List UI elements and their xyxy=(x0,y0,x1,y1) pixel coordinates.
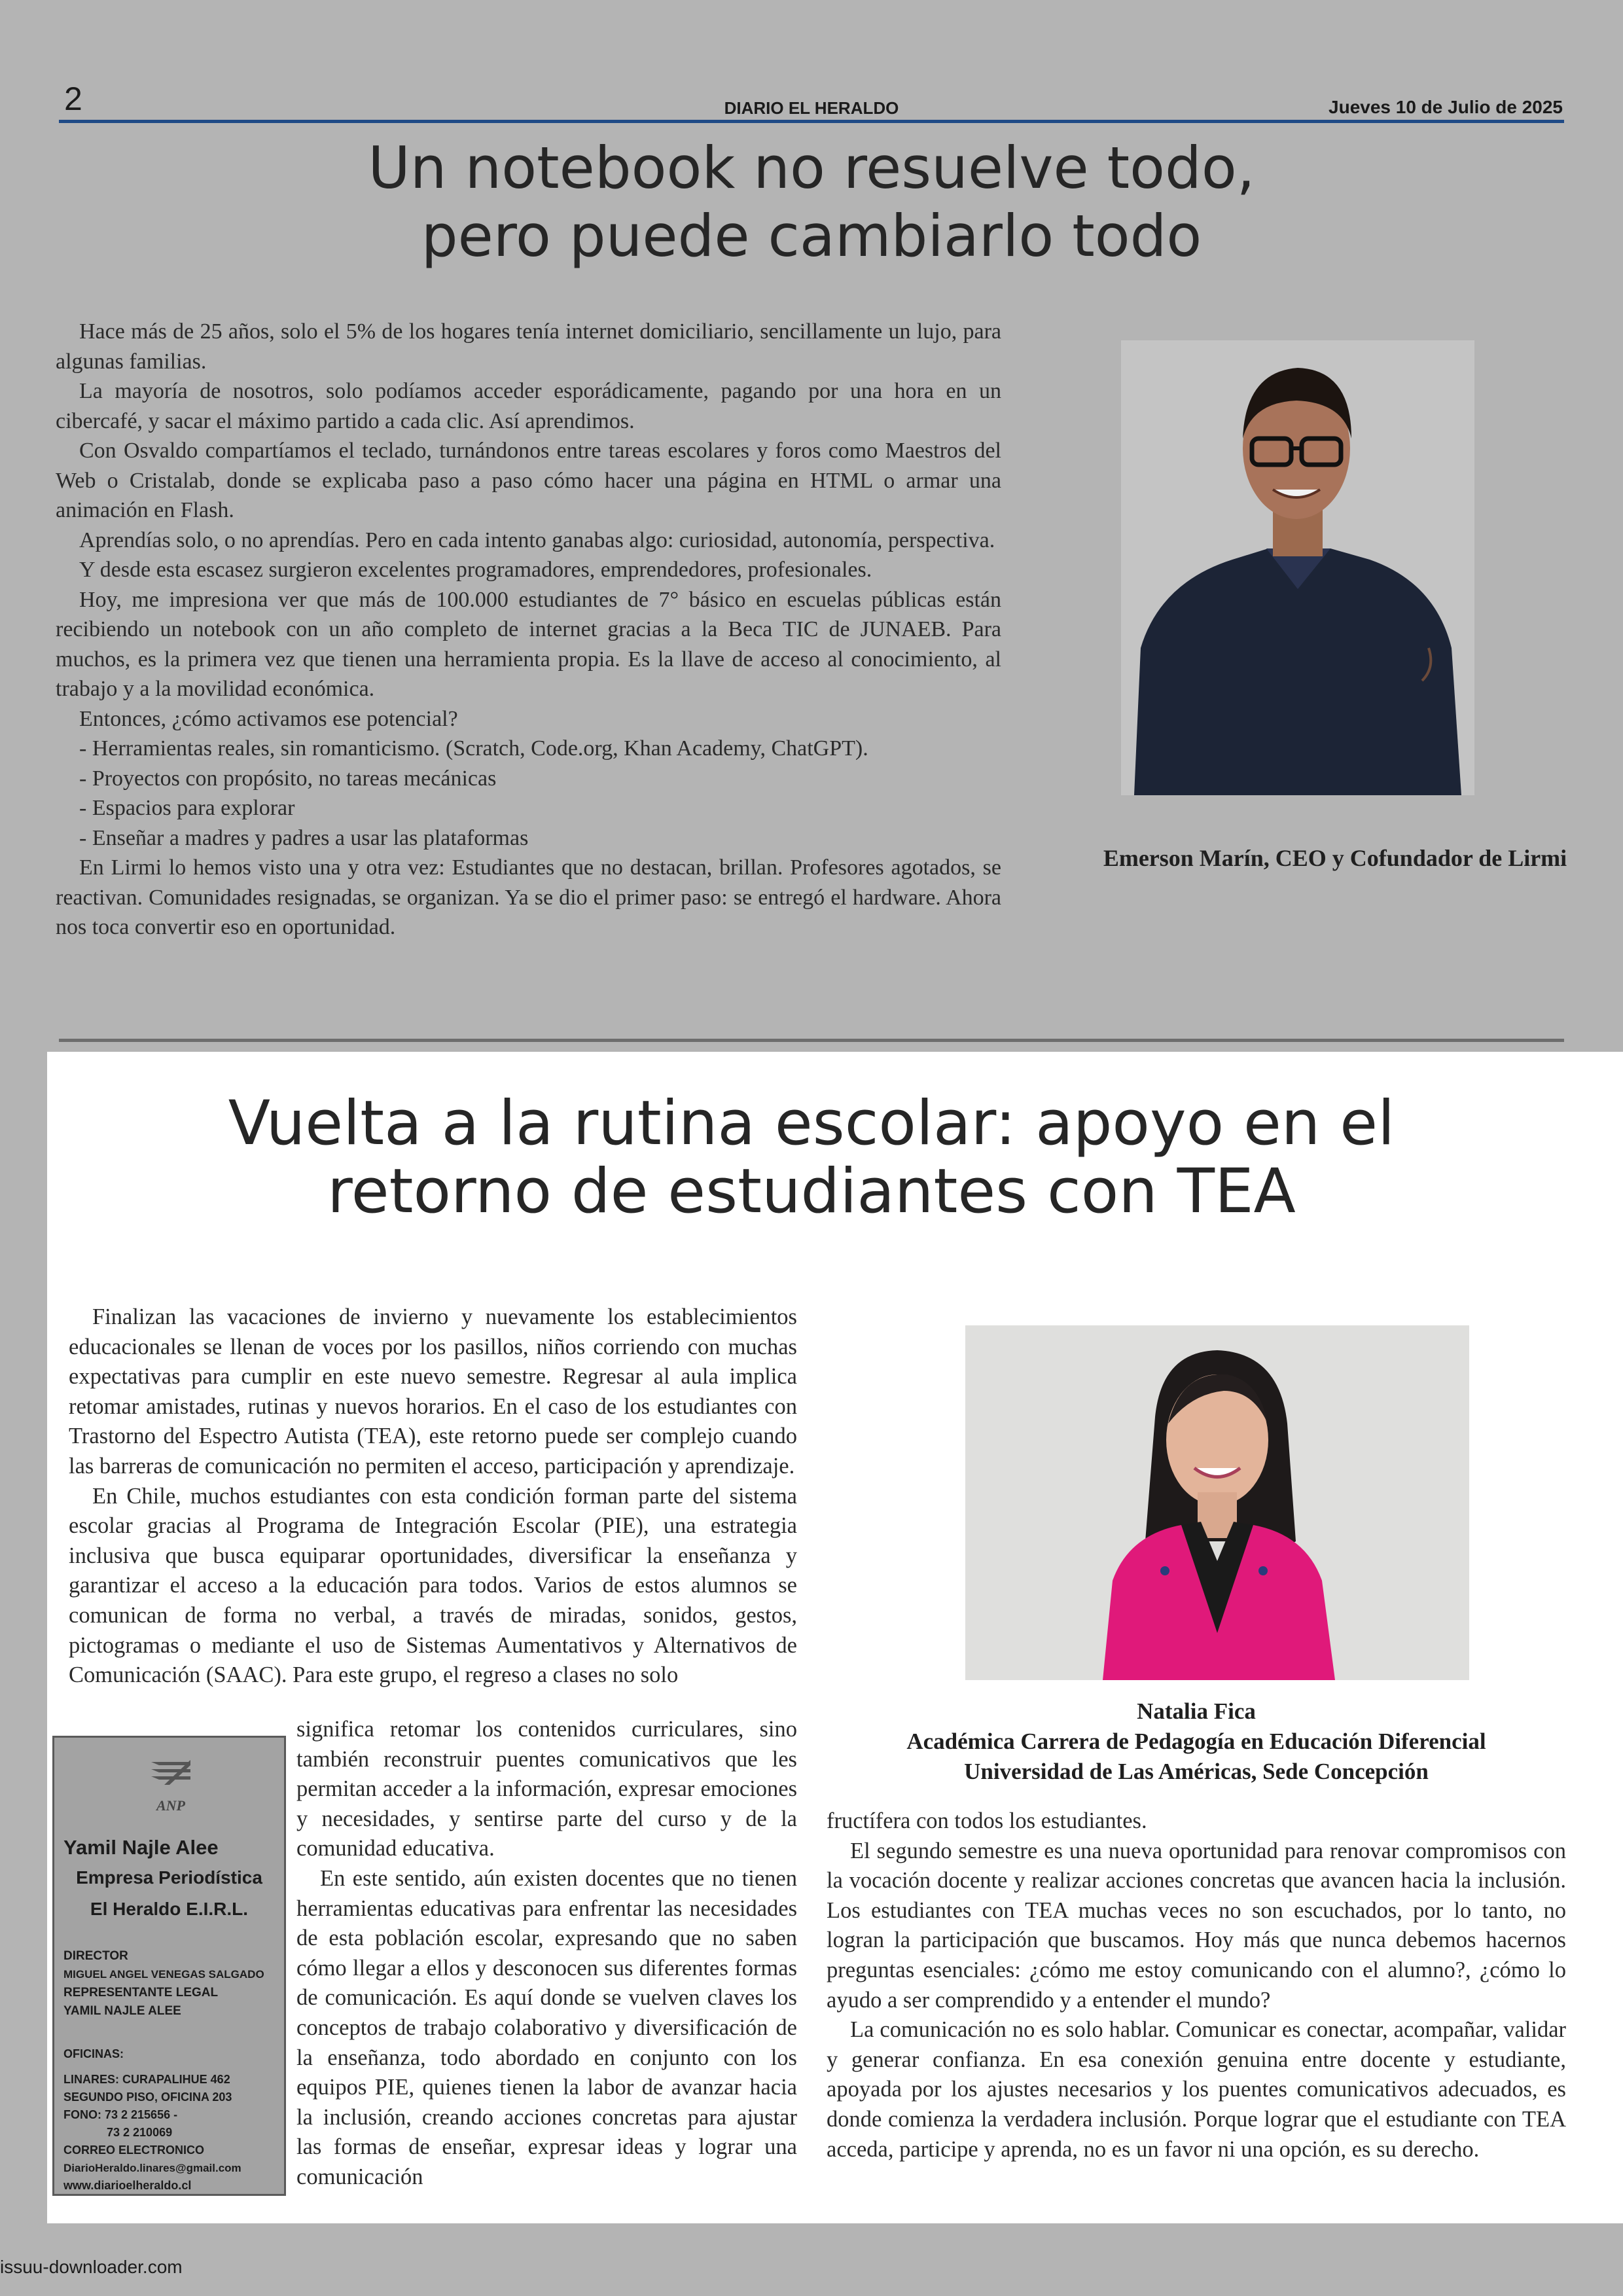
phone-line2: 73 2 210069 xyxy=(107,2126,173,2139)
publication-name: DIARIO EL HERALDO xyxy=(724,98,899,118)
masthead-box xyxy=(52,1736,286,2196)
article1-paragraph: Entonces, ¿cómo activamos ese potencial? xyxy=(79,706,458,731)
portrait-man-illustration xyxy=(1121,340,1474,795)
website-link[interactable]: www.diarioelheraldo.cl xyxy=(63,2179,192,2192)
email-link[interactable]: DiarioHeraldo.linares@gmail.com xyxy=(63,2162,241,2174)
article1-paragraph: La mayoría de nosotros, solo podíamos acceder esporádicamente, pagando por una hora en un cibercafé, y sacar el máximo partido a cada clic. Así aprendimos. xyxy=(56,379,1001,433)
article2-paragraph: Finalizan las vacaciones de invierno y nuevamente los establecimientos educacionales se llenan de voces por los pasillos, niños corriendo con muchas expectativas para cumplir en este nuevo semestre. Regresar al aula implica retomar amistades, rutinas y nuevos horarios. En el caso de los estudiantes con Trastorno del Espectro Autista (TEA), este retorno puede ser complejo cuando las barreras de comunicación no permiten el acceso, participación y aprendizaje. xyxy=(69,1304,797,1479)
article1-title xyxy=(131,134,1492,270)
author-photo-emerson xyxy=(1121,340,1474,795)
article2-title-line2: retorno de estudiantes con TEA xyxy=(327,1156,1296,1227)
masthead-owner: Yamil Najle Alee xyxy=(63,1836,219,1859)
email-label: CORREO ELECTRONICO xyxy=(63,2144,205,2157)
article2-column1-top xyxy=(69,1302,797,1691)
article1-photo-caption: Emerson Marín, CEO y Cofundador de Lirmi xyxy=(1103,845,1567,871)
article1-body xyxy=(56,317,1001,942)
office-address: LINARES: CURAPALIHUE 462 xyxy=(63,2073,230,2086)
section-divider xyxy=(59,1039,1564,1042)
masthead-staff xyxy=(63,1947,283,2020)
article1-list-item: - Enseñar a madres y padres a usar las plataformas xyxy=(79,825,529,850)
article2-title-line1: Vuelta a la rutina escolar: apoyo en el xyxy=(228,1088,1395,1159)
article1-paragraph: Y desde esta escasez surgieron excelentes programadores, emprendedores, profesionales. xyxy=(79,558,872,582)
legal-rep-name: YAMIL NAJLE ALEE xyxy=(63,2004,181,2018)
article2-paragraph-continued: fructífera con todos los estudiantes. xyxy=(827,1808,1147,1833)
page-number: 2 xyxy=(64,81,82,117)
article2-column2 xyxy=(827,1806,1566,2164)
article1-title-line1: Un notebook no resuelve todo, xyxy=(368,134,1255,202)
legal-rep-label: REPRESENTANTE LEGAL xyxy=(63,1986,219,2000)
article2-paragraph: La comunicación no es solo hablar. Comunicar es conectar, acompañar, validar y generar confianza. En esa conexión genuina entre docente y estudiante, apoyada por los ajustes necesarios y los puentes comunicativos adecuados, es donde comienza la verdadera inclusión. Porque lograr que el estudiante con TEA acceda, participe y aprenda, no es un favor ni una opción, es su derecho. xyxy=(827,2017,1566,2162)
article1-list-item: - Espacios para explorar xyxy=(79,796,295,820)
masthead-company: Empresa Periodística xyxy=(76,1867,262,1888)
masthead-company-name: El Heraldo E.I.R.L. xyxy=(90,1899,249,1919)
article1-paragraph: Aprendías solo, o no aprendías. Pero en cada intento ganabas algo: curiosidad, autonomía, perspectiva. xyxy=(79,528,995,552)
article1-title-line2: pero puede cambiarlo todo xyxy=(421,202,1202,270)
article1-paragraph: Con Osvaldo compartíamos el teclado, turnándonos entre tareas escolares y foros como Maestros del Web o Cristalab, donde se explicaba paso a paso cómo hacer una página en HTML o armar una animación en Flash. xyxy=(56,439,1001,522)
portrait-woman-illustration xyxy=(965,1325,1469,1680)
article2-column1-bottom xyxy=(296,1715,797,2193)
anp-logo-icon xyxy=(145,1759,197,1797)
anp-logo-text: ANP xyxy=(156,1797,185,1814)
masthead-offices xyxy=(63,2045,286,2195)
caption-role: Académica Carrera de Pedagogía en Educación Diferencial xyxy=(906,1729,1486,1754)
office-floor: SEGUNDO PISO, OFICINA 203 xyxy=(63,2090,232,2104)
author-photo-natalia xyxy=(965,1325,1469,1680)
article2-photo-caption xyxy=(827,1696,1566,1787)
article1-paragraph: En Lirmi lo hemos visto una y otra vez: Estudiantes que no destacan, brillan. Profesores agotados, se reactivan. Comunidades resignadas, se organizan. Ya se dio el primer paso: se entregó el hardware. Ahora nos toca convertir eso en oportunidad. xyxy=(56,855,1001,939)
article1-list-item: - Herramientas reales, sin romanticismo. (Scratch, Code.org, Khan Academy, ChatGPT). xyxy=(79,736,868,761)
phone-line1: FONO: 73 2 215656 - xyxy=(63,2108,178,2121)
article2-paragraph-continued: significa retomar los contenidos curriculares, sino también reconstruir puentes comunicativos que les permitan acceder a la información, expresar emociones y necesidades, y sentirse parte del curso y de la comunidad educativa. xyxy=(296,1717,797,1861)
director-label: DIRECTOR xyxy=(63,1949,128,1963)
director-name: MIGUEL ANGEL VENEGAS SALGADO xyxy=(63,1968,264,1981)
publication-date: Jueves 10 de Julio de 2025 xyxy=(1329,97,1563,117)
header-rule xyxy=(59,120,1564,123)
article1-paragraph: Hoy, me impresiona ver que más de 100.000 estudiantes de 7° básico en escuelas públicas están recibiendo un notebook con un año completo de internet gracias a la Beca TIC de JUNAEB. Para muchos, es la primera vez que tienen una herramienta propia. Es la llave de acceso al conocimiento, al trabajo y a la movilidad económica. xyxy=(56,587,1001,701)
caption-name: Natalia Fica xyxy=(1137,1698,1256,1724)
anp-logo xyxy=(132,1759,210,1814)
article2-paragraph: El segundo semestre es una nueva oportunidad para renovar compromisos con la vocación docente y realizar acciones concretas que avancen hacia la inclusión. Los estudiantes con TEA muchas veces no son escuchados, por lo tanto, no logran la participación que buscamos. Hoy más que nunca debemos hacernos preguntas esenciales: ¿cómo me estoy comunicando con el alumno?, ¿cómo lo ayudo a ser comprendido y a entender el mundo? xyxy=(827,1838,1566,2013)
article2-title xyxy=(131,1090,1492,1226)
article2-paragraph: En este sentido, aún existen docentes que no tienen herramientas educativas para enfrentar las necesidades de esta población escolar, expresando que no saben cómo llegar a ellos y desconocen sus diferentes formas de comunicación. Es aquí donde se vuelven claves los conceptos de trabajo colaborativo y diversificación de la enseñanza, todo abordado en conjunto con los equipos PIE, quienes tienen la labor de avanzar hacia la inclusión, creando acciones concretas para ajustar las formas de enseñar, expresar ideas y lograr una comunicación xyxy=(296,1865,797,2189)
caption-org: Universidad de Las Américas, Sede Concepción xyxy=(964,1759,1429,1784)
article1-list-item: - Proyectos con propósito, no tareas mecánicas xyxy=(79,766,497,791)
watermark-text: issuu-downloader.com xyxy=(0,2257,183,2277)
article1-paragraph: Hace más de 25 años, solo el 5% de los hogares tenía internet domiciliario, sencillamente un lujo, para algunas familias. xyxy=(56,319,1001,374)
article2-paragraph: En Chile, muchos estudiantes con esta condición forman parte del sistema escolar gracias al Programa de Integración Escolar (PIE), una estrategia inclusiva que busca equiparar oportunidades, diversificar la enseñanza y garantizar el acceso a la educación para todos. Varios de estos alumnos se comunican de forma no verbal, a través de miradas, sonidos, gestos, pictogramas o mediante el uso de Sistemas Aumentativos y Alternativos de Comunicación (SAAC). Para este grupo, el regreso a clases no solo xyxy=(69,1483,797,1688)
offices-label: OFICINAS: xyxy=(63,2047,124,2060)
